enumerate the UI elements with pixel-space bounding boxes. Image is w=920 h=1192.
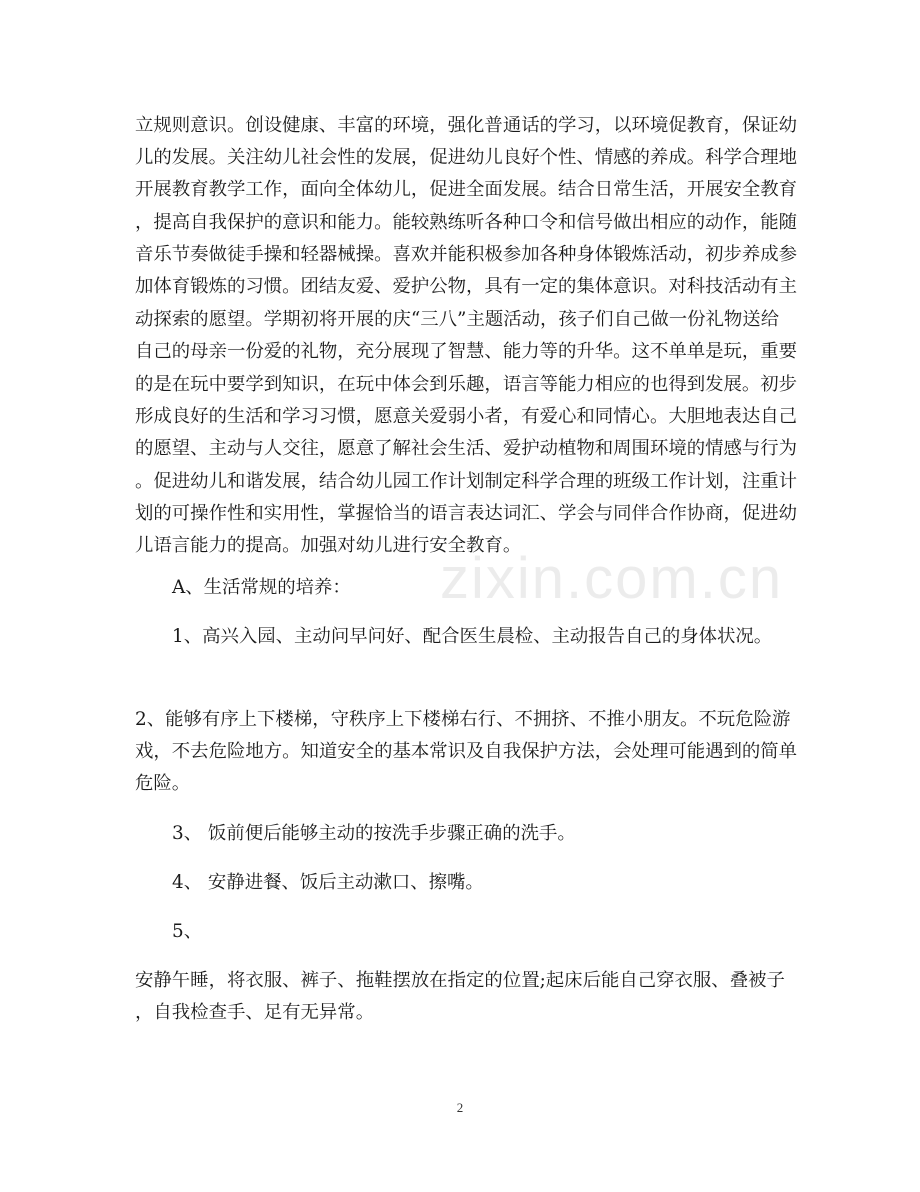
paragraph-line: ，提高自我保护的意识和能力。能较熟练听各种口令和信号做出相应的动作，能随 bbox=[135, 212, 798, 233]
paragraph-line: 动探索的愿望。学期初将开展的庆“三八”主题活动，孩子们自己做一份礼物送给 bbox=[135, 309, 780, 330]
list-item-line: 危险。 bbox=[135, 773, 191, 794]
paragraph-line: 加体育锻炼的习惯。团结友爱、爱护公物，具有一定的集体意识。对科技活动有主 bbox=[135, 276, 798, 297]
paragraph-line: 立规则意识。创设健康、丰富的环境，强化普通话的学习，以环境促教育，保证幼 bbox=[135, 115, 798, 136]
paragraph-line: 儿的发展。关注幼儿社会性的发展，促进幼儿良好个性、情感的养成。科学合理地 bbox=[135, 147, 798, 168]
list-item: 3、 饭前便后能够主动的按洗手步骤正确的洗手。 bbox=[172, 823, 576, 844]
paragraph-line: 儿语言能力的提高。加强对幼儿进行安全教育。 bbox=[135, 535, 522, 556]
list-item-line: 安静午睡，将衣服、裤子、拖鞋摆放在指定的位置;起床后能自己穿衣服、叠被子 bbox=[135, 970, 785, 991]
list-item-line: 2、能够有序上下楼梯，守秩序上下楼梯右行、不拥挤、不推小朋友。不玩危险游 bbox=[135, 709, 791, 730]
paragraph-line: 。促进幼儿和谐发展，结合幼儿园工作计划制定科学合理的班级工作计划，注重计 bbox=[135, 471, 798, 492]
list-item: 4、 安静进餐、饭后主动漱口、擦嘴。 bbox=[172, 872, 484, 893]
watermark: zixin.com.cn bbox=[440, 546, 784, 611]
paragraph-line: 的愿望、主动与人交往，愿意了解社会生活、爱护动植物和周围环境的情感与行为 bbox=[135, 438, 798, 459]
paragraph-line: 开展教育教学工作，面向全体幼儿，促进全面发展。结合日常生活，开展安全教育 bbox=[135, 179, 798, 200]
list-item-label: 5、 bbox=[172, 921, 203, 942]
section-heading: A、生活常规的培养： bbox=[172, 577, 351, 598]
paragraph-line: 自己的母亲一份爱的礼物，充分展现了智慧、能力等的升华。这不单单是玩，重要 bbox=[135, 341, 798, 362]
paragraph-line: 的是在玩中要学到知识，在玩中体会到乐趣，语言等能力相应的也得到发展。初步 bbox=[135, 374, 798, 395]
paragraph-line: 音乐节奏做徒手操和轻器械操。喜欢并能积极参加各种身体锻炼活动，初步养成参 bbox=[135, 244, 798, 265]
list-item-line: 戏，不去危险地方。知道安全的基本常识及自我保护方法，会处理可能遇到的简单 bbox=[135, 741, 798, 762]
paragraph-line: 划的可操作性和实用性，掌握恰当的语言表达词汇、学会与同伴合作协商，促进幼 bbox=[135, 503, 798, 524]
list-item-line: ，自我检查手、足有无异常。 bbox=[135, 1002, 375, 1023]
paragraph-line: 形成良好的生活和学习习惯，愿意关爱弱小者，有爱心和同情心。大胆地表达自己 bbox=[135, 406, 798, 427]
page-number: 2 bbox=[456, 1100, 464, 1115]
list-item: 1、高兴入园、主动问早问好、配合医生晨检、主动报告自己的身体状况。 bbox=[172, 626, 773, 647]
